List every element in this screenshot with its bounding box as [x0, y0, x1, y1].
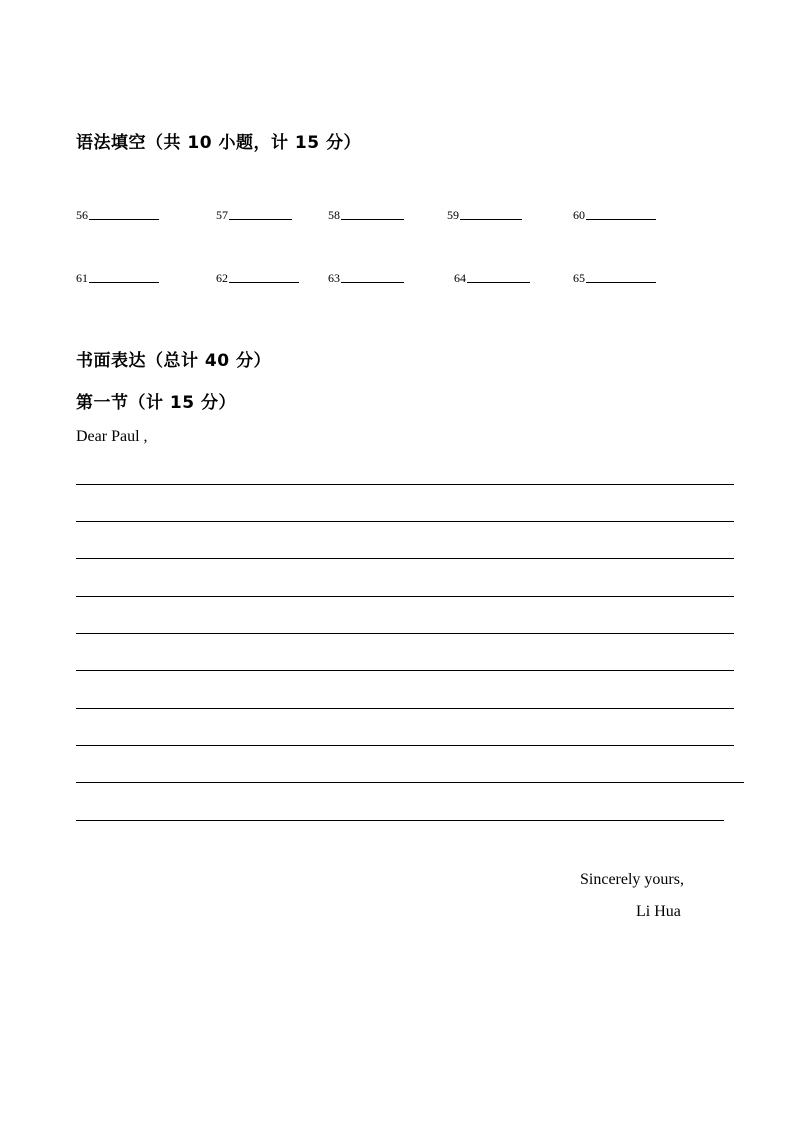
writing-line[interactable] [76, 782, 744, 783]
writing-line[interactable] [76, 558, 734, 559]
answer-line [586, 218, 656, 220]
answer-line [341, 281, 404, 283]
answer-blank-56[interactable] [76, 208, 159, 223]
writing-section-title: 书面表达（总计 40 分） [76, 351, 271, 371]
blank-number: 61 [76, 271, 88, 285]
answer-blank-59[interactable] [447, 208, 522, 223]
blank-number: 60 [573, 208, 585, 222]
answer-blank-65[interactable] [573, 271, 656, 286]
letter-greeting: Dear Paul , [76, 428, 148, 445]
answer-blank-60[interactable] [573, 208, 656, 223]
writing-line[interactable] [76, 745, 734, 746]
answer-line [586, 281, 656, 283]
writing-line[interactable] [76, 596, 734, 597]
answer-line [229, 218, 292, 220]
blank-number: 62 [216, 271, 228, 285]
answer-line [467, 281, 530, 283]
blank-number: 58 [328, 208, 340, 222]
writing-line[interactable] [76, 708, 734, 709]
blank-number: 64 [454, 271, 466, 285]
writing-line[interactable] [76, 820, 724, 821]
blank-number: 59 [447, 208, 459, 222]
writing-line[interactable] [76, 670, 734, 671]
blank-number: 57 [216, 208, 228, 222]
part-one-title: 第一节（计 15 分） [76, 393, 236, 413]
answer-blank-58[interactable] [328, 208, 404, 223]
blank-number: 56 [76, 208, 88, 222]
blank-number: 65 [573, 271, 585, 285]
answer-line [341, 218, 404, 220]
answer-line [89, 218, 159, 220]
letter-signature: Li Hua [636, 903, 681, 920]
answer-blank-62[interactable] [216, 271, 299, 286]
answer-blank-57[interactable] [216, 208, 292, 223]
writing-line[interactable] [76, 484, 734, 485]
answer-line [89, 281, 159, 283]
blank-number: 63 [328, 271, 340, 285]
letter-closing: Sincerely yours, [580, 871, 684, 888]
answer-blank-64[interactable] [454, 271, 530, 286]
answer-blank-61[interactable] [76, 271, 159, 286]
writing-line[interactable] [76, 521, 734, 522]
answer-line [460, 218, 522, 220]
writing-line[interactable] [76, 633, 734, 634]
grammar-section-title: 语法填空（共 10 小题，计 15 分） [76, 133, 361, 153]
answer-line [229, 281, 299, 283]
answer-blank-63[interactable] [328, 271, 404, 286]
